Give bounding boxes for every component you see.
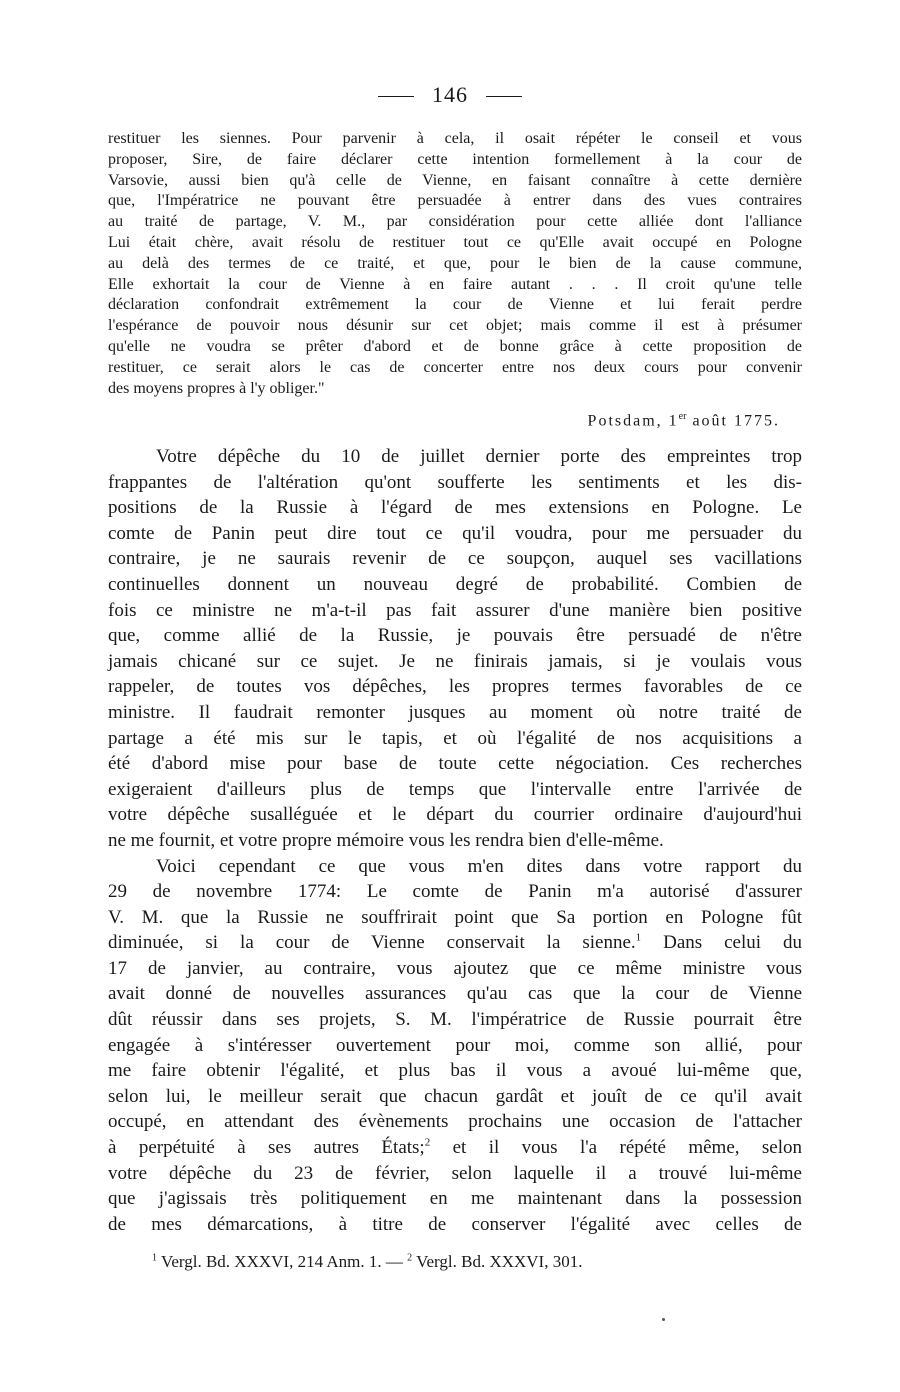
body-line: continuelles donnent un nouveau degré de probabilité. Combien de [108, 573, 802, 595]
quoted-dispatch [108, 129, 802, 399]
body-line: positions de la Russie à l'égard de mes extensions en Pologne. Le [108, 497, 802, 519]
quote-line: des moyens propres à l'y obliger." [108, 379, 325, 397]
body-line: de mes démarcations, à titre de conserver l'égalité avec celles de [108, 1213, 802, 1235]
body-text: Dans celui du [663, 932, 802, 954]
body-line: occupé, en attendant des évènements prochains une occasion de l'attacher [108, 1111, 802, 1133]
body-line: ne me fournit, et votre propre mémoire vous les rendra bien d'elle-même. [108, 829, 664, 851]
quote-line: au delà des termes de ce traité, et que, pour le bien de la cause commune, [108, 254, 802, 272]
footnote-ref: 1 [635, 931, 642, 944]
body-line: fois ce ministre ne m'a-t-il pas fait assurer d'une manière bien positive [108, 599, 802, 621]
quote-line: que, l'Impératrice ne pouvant être persuadée à entrer dans des vues contraires [108, 192, 802, 210]
body-text: diminuée, si la cour de Vienne conservait la sienne. [108, 932, 636, 954]
footnote-second: Vergl. Bd. XXXVI, 301. [416, 1252, 583, 1271]
body-line: 17 de janvier, au contraire, vous ajoutez que ce même ministre vous [108, 957, 802, 979]
body-line: engagée à s'intéresser ouvertement pour moi, comme son allié, pour [108, 1034, 802, 1056]
quote-line: Lui était chère, avait résolu de restituer tout ce qu'Elle avait occupé en Pologne [108, 233, 802, 251]
quote-line: l'espérance de pouvoir nous désunir sur cet objet; mais comme il est à présumer [108, 317, 802, 335]
letter-body [108, 444, 802, 1237]
body-line: me faire obtenir l'égalité, et plus bas il vous a avoué lui-même que, [108, 1060, 802, 1082]
body-line: été d'abord mise pour base de toute cette négociation. Ces recherches [108, 753, 802, 775]
quote-line: restituer les siennes. Pour parvenir à cela, il osait répéter le conseil et vous [108, 130, 802, 147]
body-line: votre dépêche du 23 de février, selon laquelle il a trouvé lui-même [108, 1162, 802, 1184]
body-line: rappeler, de toutes vos dépêches, les propres termes favorables de ce [108, 676, 802, 698]
body-line: jamais chicané sur ce sujet. Je ne finirais jamais, si je voulais vous [108, 650, 802, 672]
body-line: dût réussir dans ses projets, S. M. l'impératrice de Russie pourrait être [108, 1009, 802, 1031]
footnote-first: Vergl. Bd. XXXVI, 214 Anm. 1. — [160, 1252, 403, 1271]
quote-line: déclaration confondrait extrêmement la cour de Vienne et lui ferait perdre [108, 296, 802, 314]
body-line: selon lui, le meilleur serait que chacun gardât et jouît de ce qu'il avait [108, 1085, 802, 1107]
quote-line: Elle exhortait la cour de Vienne à en faire autant . . . Il croit qu'une telle [108, 275, 802, 293]
body-line: avait donné de nouvelles assurances qu'au cas que la cour de Vienne [108, 983, 802, 1005]
footnote-ref: 2 [424, 1136, 431, 1149]
dateline [588, 411, 780, 430]
body-line: Votre dépêche du 10 de juillet dernier porte des empreintes trop [156, 446, 802, 467]
body-line: ministre. Il faudrait remonter jusques au moment où notre traité de [108, 701, 802, 723]
body-line: Voici cependant ce que vous m'en dites dans votre rapport du [156, 855, 802, 877]
body-line: frappantes de l'altération qu'ont soufferte les sentiments et les dis- [108, 471, 802, 493]
quote-line: proposer, Sire, de faire déclarer cette intention formellement à la cour de [108, 150, 802, 168]
body-line-with-footnote [108, 1135, 802, 1161]
body-text: et il vous l'a répété même, selon [452, 1137, 803, 1159]
body-line: V. M. que la Russie ne souffrirait point que Sa portion en Pologne fût [108, 906, 802, 928]
body-line: comte de Panin peut dire tout ce qu'il voudra, pour me persuader du [108, 522, 802, 544]
body-line-with-footnote [108, 930, 802, 956]
body-line: contraire, je ne saurais revenir de ce soupçon, auquel ses vacillations [108, 548, 802, 570]
body-line: partage a été mis sur le tapis, et où l'égalité de nos acquisitions a [108, 727, 802, 749]
header-rule-right [486, 96, 522, 97]
footnote-mark: 2 [407, 1252, 413, 1264]
footnotes [152, 1252, 582, 1272]
body-line: exigeraient d'ailleurs plus de temps que l'intervalle entre l'arrivée de [108, 778, 802, 800]
dateline-place: Potsdam, [587, 412, 663, 430]
quote-line: qu'elle ne voudra se prêter d'abord et de bonne grâce à cette proposition de [108, 337, 802, 355]
footnote-mark: 1 [152, 1252, 157, 1264]
header-rule-left [378, 96, 414, 97]
body-line: 29 de novembre 1774: Le comte de Panin m'a autorisé d'assurer [108, 881, 802, 903]
body-line: que, comme allié de la Russie, je pouvais être persuadé de n'être [108, 625, 802, 647]
body-line: votre dépêche susalléguée et le départ du courrier ordinaire d'aujourd'hui [108, 804, 802, 826]
ink-speck [662, 1318, 665, 1321]
quote-line: au traité de partage, V. M., par considération pour cette alliée dont l'alliance [108, 213, 802, 231]
quote-line: restituer, ce serait alors le cas de concerter entre nos deux cours pour convenir [108, 358, 802, 376]
dateline-rest: août 1775. [692, 412, 780, 430]
page-header [0, 82, 900, 108]
body-text: à perpétuité à ses autres États; [108, 1137, 425, 1159]
body-line: que j'agissais très politiquement en me maintenant dans la possession [108, 1188, 802, 1210]
dateline-day: 1 [668, 412, 679, 430]
quote-line: Varsovie, aussi bien qu'à celle de Vienne, en faisant connaître à cette dernière [108, 171, 802, 189]
page-number: 146 [432, 82, 468, 107]
dateline-day-suffix: er [678, 411, 687, 422]
